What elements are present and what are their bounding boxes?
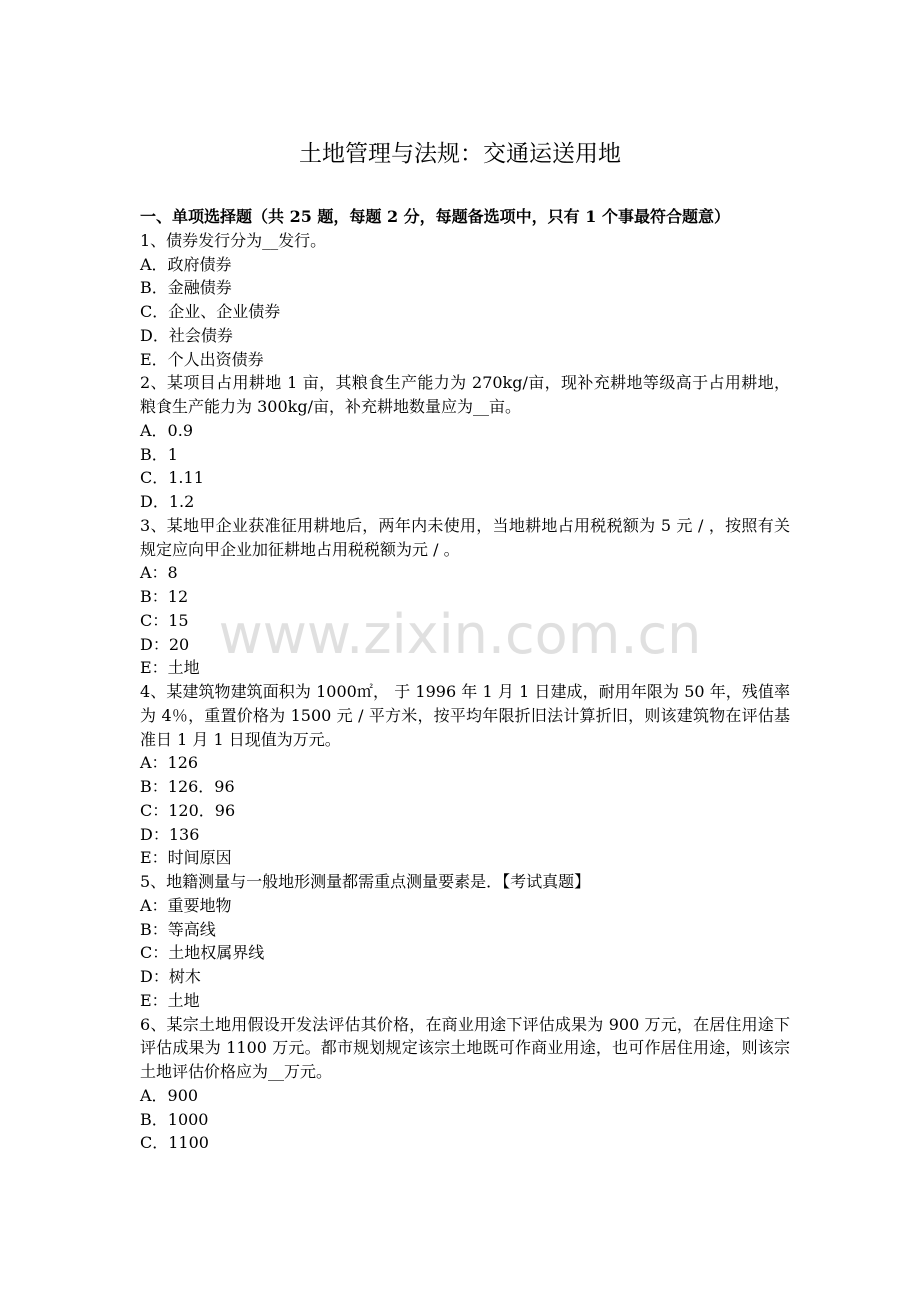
option-b: B：126．96 bbox=[140, 777, 235, 796]
question-5 bbox=[140, 870, 790, 1013]
option-c: C：120．96 bbox=[140, 800, 236, 820]
question-2 bbox=[140, 371, 790, 514]
option-c: C：15 bbox=[140, 610, 189, 630]
question-stem: 3、某地甲企业获准征用耕地后，两年内未使用，当地耕地占用税税额为 5 元 / ，按照有关规定应向甲企业加征耕地占用税税额为元 / 。 bbox=[140, 515, 790, 559]
option-e: E：土地 bbox=[140, 990, 200, 1010]
option-d: D．社会债券 bbox=[140, 325, 233, 345]
question-stem: 5、地籍测量与一般地形测量都需重点测量要素是．【考试真题】 bbox=[140, 872, 591, 891]
option-c: C：土地权属界线 bbox=[140, 943, 265, 963]
option-e: E：时间原因 bbox=[140, 848, 232, 868]
watermark: www.zixin.com.cn bbox=[218, 603, 702, 666]
question-stem: 1、债券发行分为__发行。 bbox=[140, 230, 327, 250]
option-e: E．个人出资债券 bbox=[140, 349, 264, 369]
question-stem: 6、某宗土地用假设开发法评估其价格，在商业用途下评估成果为 900 万元，在居住用途下评估成果为 1100 万元。都市规划规定该宗土地既可作商业用途，也可作居住用途，则该宗土地评估价格应为__万元。 bbox=[140, 1014, 790, 1081]
option-c: C．1100 bbox=[140, 1133, 209, 1153]
question-stem: 4、某建筑物建筑面积为 1000㎡， 于 1996 年 1 月 1 日建成，耐用年限为 50 年，残值率为 4％，重置价格为 1500 元 / 平方米，按平均年限折旧法计算折旧，则该建筑物在评估基准日 1 月 1 日现值为万元。 bbox=[140, 682, 790, 749]
option-a: A：8 bbox=[140, 563, 178, 583]
option-b: B：12 bbox=[140, 587, 189, 606]
option-c: C．1.11 bbox=[140, 468, 204, 488]
option-b: B．金融债券 bbox=[140, 278, 232, 298]
option-c: C．企业、企业债券 bbox=[140, 302, 281, 321]
option-a: A：重要地物 bbox=[140, 895, 232, 915]
option-d: D．1.2 bbox=[140, 492, 195, 511]
question-6 bbox=[140, 1013, 790, 1156]
option-d: D：20 bbox=[140, 634, 190, 654]
option-a: A：126 bbox=[140, 753, 199, 773]
option-b: B．1 bbox=[140, 444, 178, 464]
option-a: A．政府债券 bbox=[140, 254, 232, 274]
question-4 bbox=[140, 680, 790, 870]
option-a: A．900 bbox=[140, 1085, 199, 1105]
question-3 bbox=[140, 514, 790, 680]
document-body bbox=[140, 205, 790, 1155]
question-1 bbox=[140, 229, 790, 372]
option-b: B．1000 bbox=[140, 1109, 209, 1129]
question-stem: 2、某项目占用耕地 1 亩，其粮食生产能力为 270kg/亩，现补充耕地等级高于占用耕地，粮食生产能力为 300kg/亩，补充耕地数量应为__亩。 bbox=[140, 373, 790, 416]
option-e: E：土地 bbox=[140, 658, 200, 678]
option-b: B：等高线 bbox=[140, 919, 216, 939]
document-title: 土地管理与法规：交通运送用地 bbox=[299, 141, 621, 167]
option-d: D：树木 bbox=[140, 967, 201, 986]
section-heading: 一、单项选择题（共 25 题，每题 2 分，每题备选项中，只有 1 个事最符合题意） bbox=[140, 207, 730, 226]
option-d: D：136 bbox=[140, 824, 200, 844]
option-a: A．0.9 bbox=[140, 420, 194, 440]
